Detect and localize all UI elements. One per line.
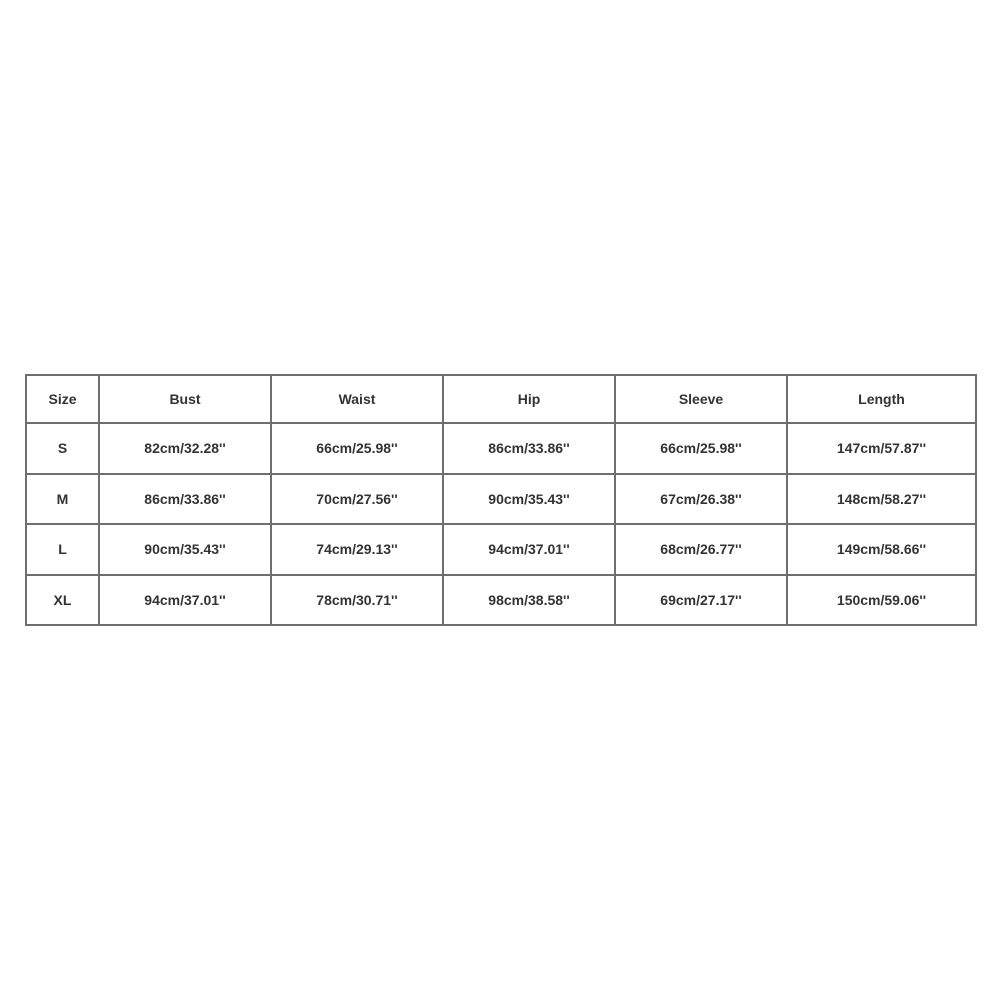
cell-waist: 70cm/27.56'' xyxy=(271,474,443,525)
table-row xyxy=(26,524,976,575)
cell-length: 150cm/59.06'' xyxy=(787,575,976,626)
header-hip: Hip xyxy=(443,375,615,423)
table-row xyxy=(26,423,976,474)
table-row xyxy=(26,575,976,626)
cell-size: S xyxy=(26,423,99,474)
cell-length: 149cm/58.66'' xyxy=(787,524,976,575)
cell-size: L xyxy=(26,524,99,575)
cell-length: 147cm/57.87'' xyxy=(787,423,976,474)
cell-waist: 66cm/25.98'' xyxy=(271,423,443,474)
cell-bust: 94cm/37.01'' xyxy=(99,575,271,626)
cell-hip: 98cm/38.58'' xyxy=(443,575,615,626)
cell-hip: 94cm/37.01'' xyxy=(443,524,615,575)
header-sleeve: Sleeve xyxy=(615,375,787,423)
header-size: Size xyxy=(26,375,99,423)
cell-hip: 86cm/33.86'' xyxy=(443,423,615,474)
size-chart-table xyxy=(25,374,977,626)
cell-sleeve: 66cm/25.98'' xyxy=(615,423,787,474)
cell-bust: 82cm/32.28'' xyxy=(99,423,271,474)
header-waist: Waist xyxy=(271,375,443,423)
cell-sleeve: 68cm/26.77'' xyxy=(615,524,787,575)
cell-bust: 86cm/33.86'' xyxy=(99,474,271,525)
table-row xyxy=(26,474,976,525)
table-header-row xyxy=(26,375,976,423)
cell-hip: 90cm/35.43'' xyxy=(443,474,615,525)
cell-waist: 78cm/30.71'' xyxy=(271,575,443,626)
cell-size: XL xyxy=(26,575,99,626)
cell-size: M xyxy=(26,474,99,525)
header-length: Length xyxy=(787,375,976,423)
cell-length: 148cm/58.27'' xyxy=(787,474,976,525)
cell-waist: 74cm/29.13'' xyxy=(271,524,443,575)
cell-sleeve: 67cm/26.38'' xyxy=(615,474,787,525)
header-bust: Bust xyxy=(99,375,271,423)
cell-sleeve: 69cm/27.17'' xyxy=(615,575,787,626)
cell-bust: 90cm/35.43'' xyxy=(99,524,271,575)
